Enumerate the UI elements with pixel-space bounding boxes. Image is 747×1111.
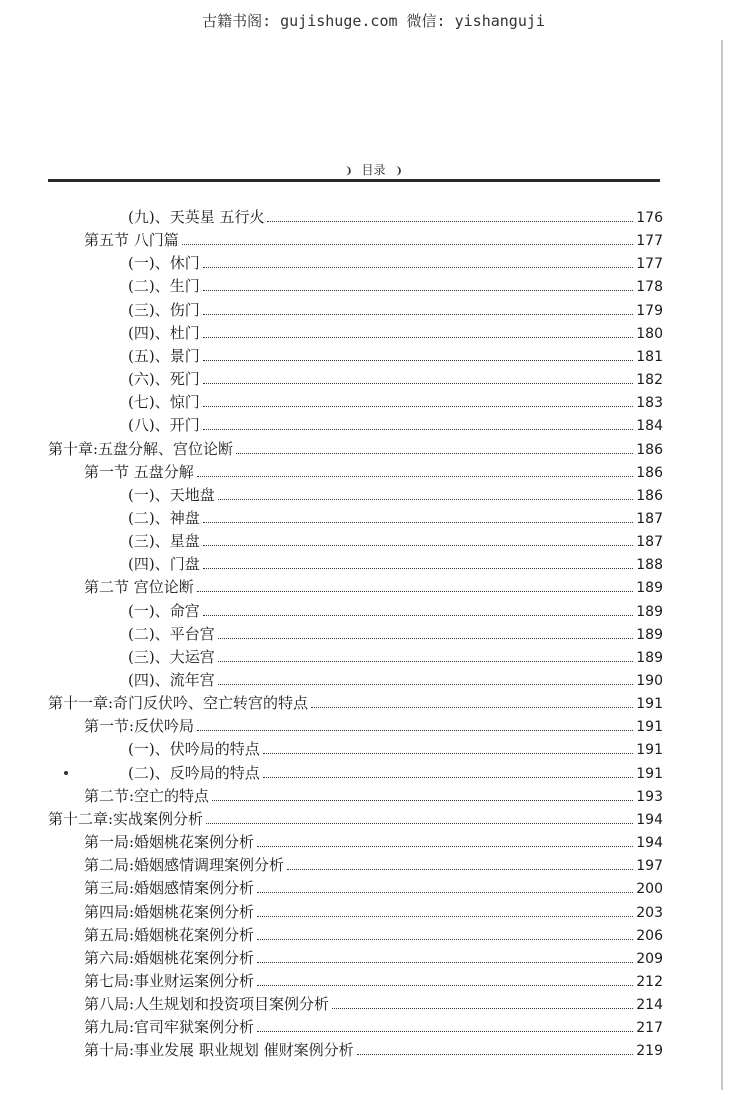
toc-entry-label: (二)、生门 <box>128 277 200 296</box>
dot-leader <box>311 707 633 708</box>
toc-entry-label: (三)、伤门 <box>128 300 200 319</box>
toc-entry-page: 180 <box>636 325 663 342</box>
toc-entry-page: 197 <box>636 858 663 875</box>
dot-leader <box>257 916 633 917</box>
toc-entry-page: 212 <box>636 973 663 990</box>
toc-entry-label: 第二局:婚姻感情调理案例分析 <box>84 856 285 875</box>
dot-leader <box>263 777 634 778</box>
toc-entry[interactable] <box>128 762 663 784</box>
stray-dot-mark <box>64 771 68 775</box>
toc-entry[interactable] <box>128 553 663 575</box>
toc-entry[interactable] <box>128 252 663 274</box>
toc-entry-label: 第三局:婚姻感情案例分析 <box>84 879 255 898</box>
toc-entry-page: 187 <box>636 510 663 527</box>
dot-leader <box>257 846 633 847</box>
toc-entry[interactable] <box>128 669 663 691</box>
toc-entry-page: 191 <box>636 742 663 759</box>
toc-entry-label: 第六局:婚姻桃花案例分析 <box>84 948 255 967</box>
toc-entry[interactable] <box>128 738 663 760</box>
toc-entry[interactable] <box>84 576 663 598</box>
dot-leader <box>218 499 634 500</box>
toc-entry[interactable] <box>48 692 663 714</box>
toc-entry[interactable] <box>128 484 663 506</box>
toc-entry[interactable] <box>128 507 663 529</box>
toc-entry-label: (三)、大运宫 <box>128 647 215 666</box>
toc-entry-page: 179 <box>636 302 663 319</box>
toc-entry-label: 第四局:婚姻桃花案例分析 <box>84 902 255 921</box>
toc-entry-page: 189 <box>636 649 663 666</box>
dot-leader <box>357 1054 634 1055</box>
toc-entry[interactable] <box>84 854 663 876</box>
dot-leader <box>257 1031 633 1032</box>
dot-leader <box>182 244 633 245</box>
dot-leader <box>218 684 634 685</box>
toc-entry-page: 217 <box>636 1020 663 1037</box>
dot-leader <box>197 591 633 592</box>
toc-entry-page: 203 <box>636 904 663 921</box>
toc-entry-page: 219 <box>636 1043 663 1060</box>
toc-entry-page: 177 <box>636 233 663 250</box>
toc-entry-label: (四)、门盘 <box>128 555 200 574</box>
toc-entry-label: (七)、惊门 <box>128 393 200 412</box>
toc-entry[interactable] <box>128 322 663 344</box>
toc-entry-label: (九)、天英星 五行火 <box>128 208 265 226</box>
dot-leader <box>203 267 634 268</box>
toc-entry[interactable] <box>128 391 663 413</box>
toc-entry-page: 176 <box>636 210 663 226</box>
toc-entry-label: 第十二章:实战案例分析 <box>48 809 204 828</box>
toc-entry-page: 186 <box>636 487 663 504</box>
toc-entry-label: (二)、平台宫 <box>128 624 215 643</box>
toc-entry-label: 第五局:婚姻桃花案例分析 <box>84 925 255 944</box>
toc-entry-page: 181 <box>636 348 663 365</box>
dot-leader <box>287 869 633 870</box>
toc-entry[interactable] <box>128 345 663 367</box>
dot-leader <box>267 221 633 222</box>
toc-entry-page: 189 <box>636 580 663 597</box>
toc-entry-label: 第十一章:奇门反伏吟、空亡转宫的特点 <box>48 694 309 713</box>
toc-entry-page: 187 <box>636 534 663 551</box>
toc-entry-label: (五)、景门 <box>128 346 200 365</box>
toc-entry[interactable] <box>48 808 663 830</box>
dot-leader <box>203 429 634 430</box>
toc-entry[interactable] <box>84 970 663 992</box>
toc-entry-label: (四)、杜门 <box>128 323 200 342</box>
page-header <box>0 161 747 178</box>
scan-edge-line <box>721 40 723 1090</box>
toc-entry[interactable] <box>84 785 663 807</box>
toc-entry-label: (一)、命宫 <box>128 601 200 620</box>
dot-leader <box>197 476 633 477</box>
dot-leader <box>218 661 634 662</box>
dot-leader <box>203 290 634 291</box>
toc-entry[interactable] <box>84 947 663 969</box>
dot-leader <box>203 545 634 546</box>
dot-leader <box>203 568 634 569</box>
toc-entry-page: 190 <box>636 673 663 689</box>
toc-entry[interactable] <box>128 275 663 297</box>
dot-leader <box>257 962 633 963</box>
toc-entry[interactable] <box>84 831 663 853</box>
toc-entry[interactable] <box>84 877 663 899</box>
toc-entry-page: 209 <box>636 950 663 967</box>
dot-leader <box>203 337 634 338</box>
toc-entry[interactable] <box>84 229 663 251</box>
dot-leader <box>203 522 634 523</box>
ornament-left-icon: ❩ <box>344 166 353 177</box>
toc-entry-label: (四)、流年宫 <box>128 671 215 689</box>
toc-entry[interactable] <box>128 414 663 436</box>
toc-entry-label: 第一节:反伏吟局 <box>84 717 195 736</box>
toc-entry-page: 200 <box>636 881 663 898</box>
toc-entry-label: 第二节 宫位论断 <box>84 578 194 597</box>
toc-entry[interactable] <box>84 924 663 946</box>
toc-entry-page: 214 <box>636 997 663 1014</box>
toc-entry-label: 第九局:官司牢狱案例分析 <box>84 1018 255 1037</box>
toc-entry-page: 194 <box>636 811 663 828</box>
toc-entry[interactable] <box>48 438 663 460</box>
dot-leader <box>203 615 634 616</box>
toc-entry[interactable] <box>128 206 663 228</box>
toc-entry-page: 191 <box>636 696 663 713</box>
toc-entry[interactable] <box>128 623 663 645</box>
toc-entry-label: (八)、开门 <box>128 416 200 435</box>
dot-leader <box>257 939 633 940</box>
toc-entry-page: 183 <box>636 395 663 412</box>
toc-entry[interactable] <box>84 1039 663 1061</box>
toc-entry[interactable] <box>84 901 663 923</box>
toc-entry-label: 第八局:人生规划和投资项目案例分析 <box>84 995 330 1014</box>
dot-leader <box>332 1008 633 1009</box>
toc-entry-label: (一)、伏吟局的特点 <box>128 740 260 759</box>
dot-leader <box>203 406 634 407</box>
dot-leader <box>218 638 634 639</box>
dot-leader <box>203 314 634 315</box>
dot-leader <box>197 730 633 731</box>
toc-entry-page: 186 <box>636 441 663 458</box>
toc-entry[interactable] <box>128 600 663 622</box>
toc-entry-page: 189 <box>636 603 663 620</box>
toc-entry-page: 206 <box>636 927 663 944</box>
toc-entry-page: 188 <box>636 557 663 574</box>
toc-entry-page: 189 <box>636 626 663 643</box>
header-rule <box>48 179 660 182</box>
ornament-right-icon: ❩ <box>394 166 403 177</box>
toc-entry-page: 193 <box>636 788 663 805</box>
toc-entry-page: 177 <box>636 256 663 273</box>
toc-entry-label: 第十局:事业发展 职业规划 催财案例分析 <box>84 1041 354 1060</box>
toc-entry-label: (三)、星盘 <box>128 532 200 551</box>
dot-leader <box>203 383 634 384</box>
toc-entry-label: 第一节 五盘分解 <box>84 462 194 481</box>
toc-entry-page: 178 <box>636 279 663 296</box>
toc-entry-label: 第十章:五盘分解、宫位论断 <box>48 439 234 458</box>
toc-entry[interactable] <box>128 646 663 668</box>
toc-entry-page: 191 <box>636 719 663 736</box>
dot-leader <box>236 453 633 454</box>
toc-entry-label: 第一局:婚姻桃花案例分析 <box>84 833 255 852</box>
page-title: 目录 <box>361 163 386 177</box>
toc-entry-label: 第二节:空亡的特点 <box>84 786 210 805</box>
watermark-text: 古籍书阁: gujishuge.com 微信: yishanguji <box>202 12 545 30</box>
toc-entry-label: (二)、神盘 <box>128 508 200 527</box>
dot-leader <box>206 823 633 824</box>
toc-entry[interactable] <box>128 299 663 321</box>
toc-entry-page: 186 <box>636 464 663 481</box>
toc-entry-label: (二)、反吟局的特点 <box>128 763 260 782</box>
toc-entry-page: 184 <box>636 418 663 435</box>
dot-leader <box>203 360 634 361</box>
dot-leader <box>257 985 633 986</box>
toc-entry-page: 182 <box>636 372 663 389</box>
toc-entry[interactable] <box>84 461 663 483</box>
dot-leader <box>212 800 633 801</box>
toc-entry-label: (一)、休门 <box>128 254 200 273</box>
toc-entry[interactable] <box>84 715 663 737</box>
dot-leader <box>263 753 634 754</box>
toc-entry[interactable] <box>84 1016 663 1038</box>
toc-entry-label: 第七局:事业财运案例分析 <box>84 971 255 990</box>
toc-entry-page: 194 <box>636 835 663 852</box>
toc-entry-label: (一)、天地盘 <box>128 485 215 504</box>
dot-leader <box>257 892 633 893</box>
toc-entry[interactable] <box>128 368 663 390</box>
toc-entry-page: 191 <box>636 765 663 782</box>
toc-entry[interactable] <box>84 993 663 1015</box>
toc-entry-label: 第五节 八门篇 <box>84 231 179 250</box>
toc-entry[interactable] <box>128 530 663 552</box>
toc-entry-label: (六)、死门 <box>128 370 200 389</box>
